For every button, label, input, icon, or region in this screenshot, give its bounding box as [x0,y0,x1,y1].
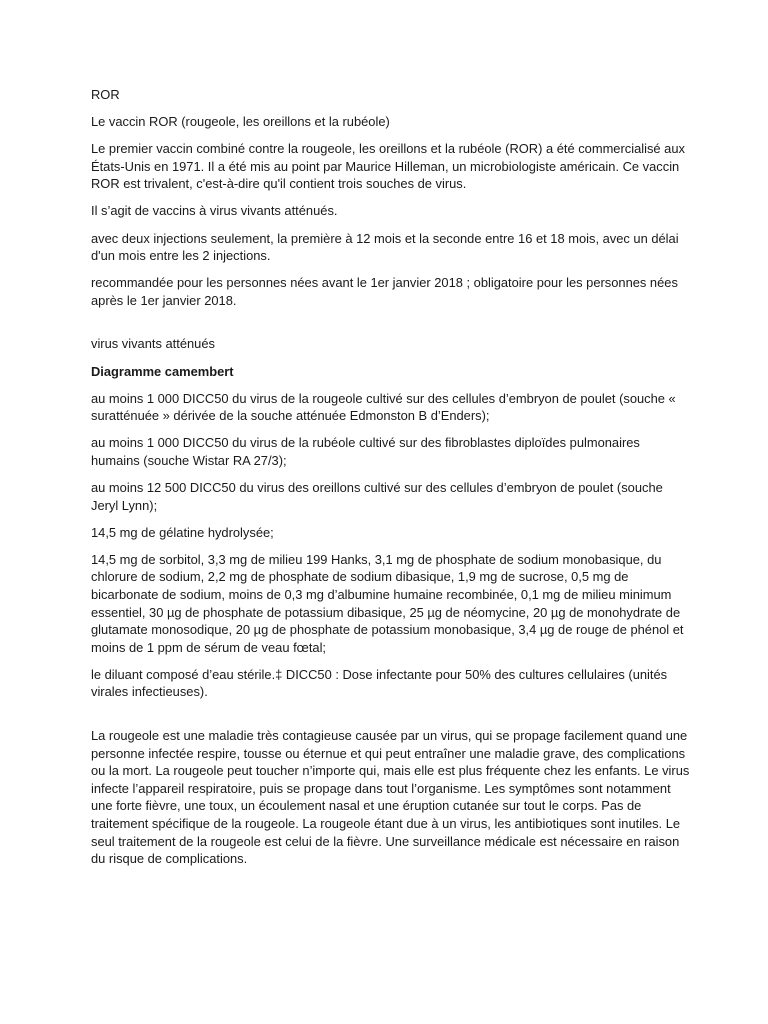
composition-item: le diluant composé d’eau stérile.‡ DICC50 : Dose infectante pour 50% des cultures cellulaires (unités virales infectieuses). [91,666,668,700]
document-heading: ROR [91,87,120,102]
virus-label: virus vivants atténués [91,336,215,352]
schedule-paragraph: avec deux injections seulement, la première à 12 mois et la seconde entre 16 et 18 mois, avec un délai d'un mois entre les 2 injections. [91,230,679,264]
document-subtitle: Le vaccin ROR (rougeole, les oreillons et la rubéole) [91,114,390,130]
diagram-label: Diagramme camembert [91,363,234,379]
intro-paragraph: Le premier vaccin combiné contre la rougeole, les oreillons et la rubéole (ROR) a été commercialisé aux États-Unis en 1971. Il a été mis au point par Maurice Hilleman, un microbiologiste américain. Ce vaccin ROR est trivalent, c'est-à-dire qu'il contient trois souches de virus. [91,141,685,192]
composition-item: au moins 1 000 DICC50 du virus de la rubéole cultivé sur des fibroblastes diploïdes pulmonaires humains (souche Wistar RA 27/3); [91,435,640,468]
document-body [91,86,691,877]
recommendation-paragraph: recommandée pour les personnes nées avant le 1er janvier 2018 ; obligatoire pour les personnes nées après le 1er janvier 2018. [91,275,678,308]
composition-item: au moins 1 000 DICC50 du virus de la rougeole cultivé sur des cellules d’embryon de poulet (souche « suratténuée » dérivée de la souche atténuée Edmonston B d’Enders); [91,390,676,424]
measles-paragraph: La rougeole est une maladie très contagieuse causée par un virus, qui se propage facilement quand une personne infectée respire, tousse ou éternue et qui peut entraîner une maladie grave, des complications ou la mort. La rougeole peut toucher n’importe qui, mais elle est plus fréquente chez les enfants. Le virus infecte l’appareil respiratoire, puis se propage dans tout l’organisme. Les symptômes sont notamment une forte fièvre, une toux, un écoulement nasal et une éruption cutanée sur tout le corps. Pas de traitement spécifique de la rougeole. La rougeole étant due à un virus, les antibiotiques sont inutiles. Le seul traitement de la rougeole est celui de la fièvre. Une surveillance médicale est nécessaire en raison du risque de complications. [91,728,690,867]
composition-item: 14,5 mg de sorbitol, 3,3 mg de milieu 199 Hanks, 3,1 mg de phosphate de sodium monobasique, du chlorure de sodium, 2,2 mg de phosphate de sodium dibasique, 1,9 mg de sucrose, 0,5 mg de bicarbonate de sodium, moins de 0,3 mg d’albumine humaine recombinée, 0,1 mg de milieu minimum essentiel, 30 µg de phosphate de potassium dibasique, 25 µg de néomycine, 20 µg de monohydrate de glutamate monosodique, 20 µg de phosphate de potassium monobasique, 3,4 µg de rouge de phénol et moins de 1 ppm de sérum de veau fœtal; [91,551,684,655]
composition-item: au moins 12 500 DICC50 du virus des oreillons cultivé sur des cellules d’embryon de poulet (souche Jeryl Lynn); [91,480,663,513]
vaccine-type-paragraph: Il s’agit de vaccins à virus vivants atténués. [91,203,338,219]
composition-item: 14,5 mg de gélatine hydrolysée; [91,524,274,540]
